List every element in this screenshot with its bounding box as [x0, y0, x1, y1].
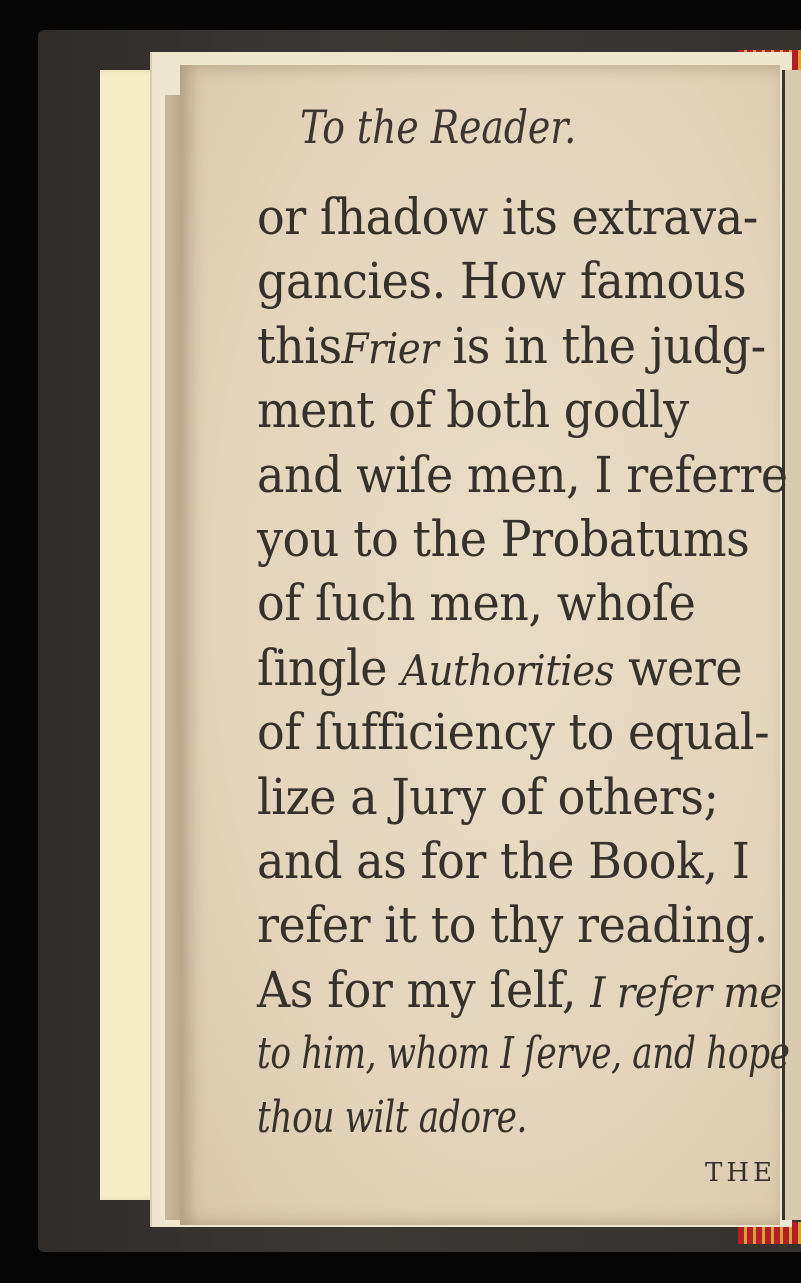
text-line: and wiſe men, I referre	[257, 445, 788, 504]
text-line: As for my ſelf, I refer me	[257, 960, 782, 1019]
text-line: lize a Jury of others;	[257, 767, 719, 826]
page-body	[257, 185, 801, 1151]
running-head: To the Reader.	[300, 100, 577, 154]
text-line: of ſuch men, whoſe	[257, 574, 696, 633]
text-line: to him, whom I ſerve, and hope	[257, 1028, 790, 1080]
text-line: and as for the Book, I	[257, 831, 750, 890]
text-line: ment of both godly	[257, 381, 689, 440]
text-line: thou wilt adore.	[257, 1092, 528, 1144]
text-line: of ſufficiency to equal-	[257, 703, 770, 762]
text-line: you to the Probatums	[257, 509, 750, 568]
catchword: THE	[705, 1158, 776, 1188]
text-line: ſingle Authorities were	[257, 638, 743, 697]
text-line: thisFrier is in the judg-	[257, 316, 766, 375]
text-line: gancies. How famous	[257, 252, 747, 311]
text-line: or ſhadow its extrava-	[257, 188, 758, 246]
text-line: refer it to thy reading.	[257, 896, 768, 955]
